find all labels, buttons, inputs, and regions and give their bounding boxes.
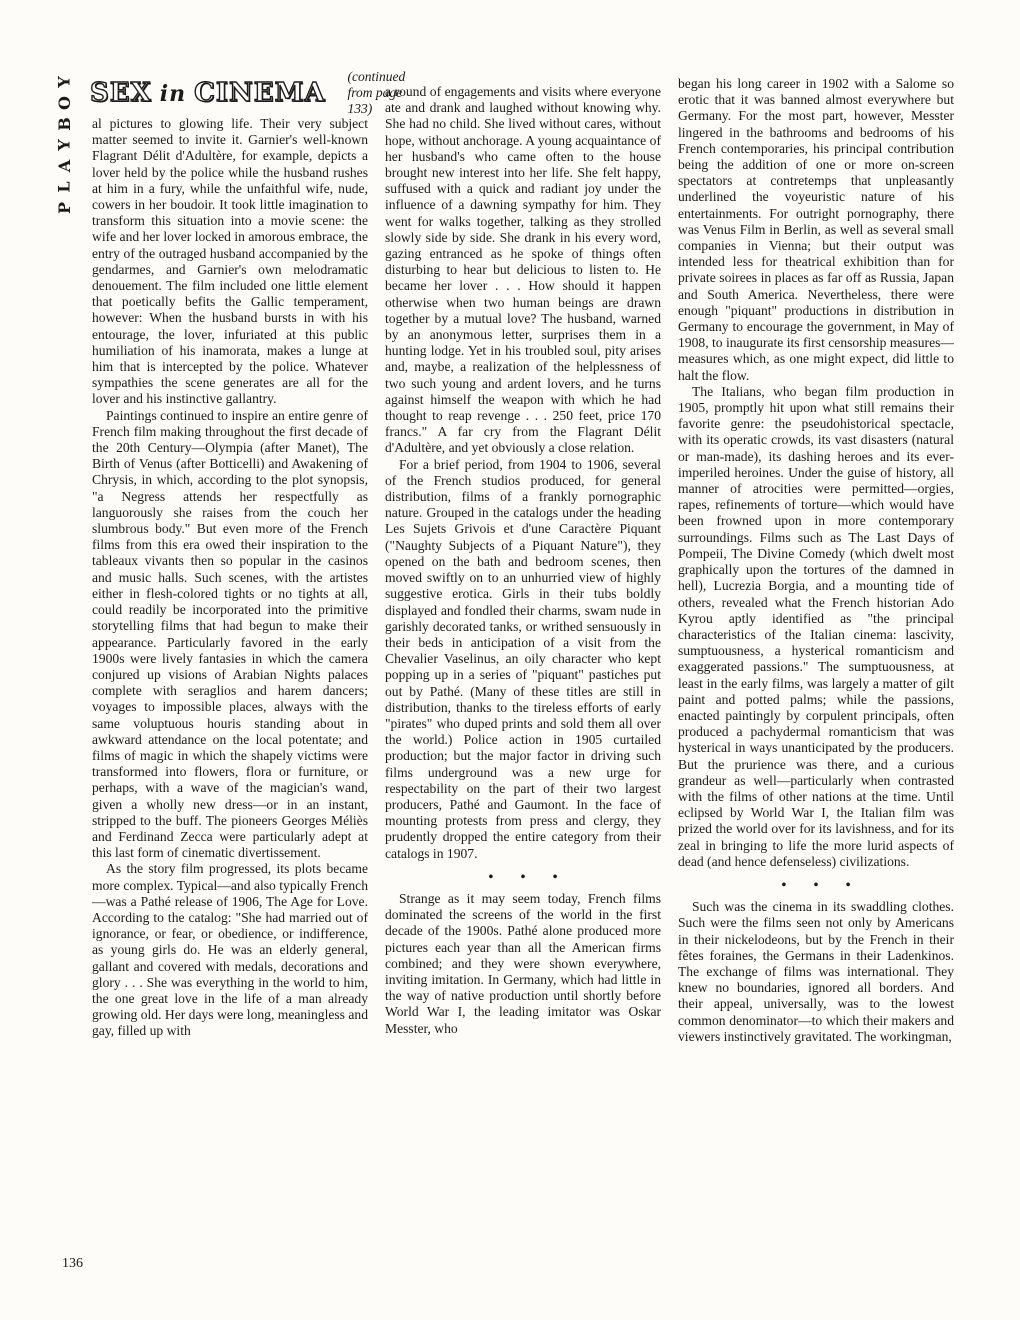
title-in: in — [159, 81, 187, 107]
paragraph: al pictures to glowing life. Their very subject matter seemed to invite it. Garnier's well-known Flagrant Délit d'Adultère, for example, depicts a lover held by the police while the husband rushes at him in a fury, while the unfaithful wife, nude, cowers in her boudoir. It took little imagination to transform this situation into a movie scene: the wife and her lover locked in amorous embrace, the entry of the outraged husband accompanied by the gendarmes, and Garnier's own melodramatic denouement. The film included one little element that poetically befits the Gallic temperament, however: When the husband bursts in with his entourage, the lover, infuriated at this public humiliation of his inamorata, makes a lunge at him that is intercepted by the police. Whatever sympathies the scene generates are all for the lover and his instinctive gallantry. — [92, 116, 368, 407]
sidebar-letter: L — [55, 181, 74, 193]
article-title-logo — [90, 78, 326, 108]
sidebar-letter: Y — [54, 76, 74, 88]
title-part1: SEX — [90, 78, 152, 108]
sidebar-letter: Y — [54, 139, 74, 151]
continued-note: (continued from page 133) — [347, 69, 406, 116]
paragraph: The Italians, who began film production in 1905, promptly hit upon what still remains their favorite genre: the pseudohistorical spectacle, with its operatic crowds, its vast disasters (natural or man-made), its dashing heroes and its ever-imperiled heroines. Under the guise of history, all manner of atrocities were permitted—orgies, rapes, refinements of torture—which would have been frowned upon in more contemporary surroundings. Films such as The Last Days of Pompeii, The Divine Comedy (which dwelt most graphically upon the tortures of the damned in hell), Lucrezia Borgia, and a mounting tide of others, revealed what the French historian Ado Kyrou aptly identified as "the principal characteristics of the Italian cinema: lascivity, sumptuousness, a hysterical romanticism and exaggerated passions." The sumptuousness, at least in the early films, was largely a matter of gilt paint and potted palms; while the passions, enacted paintingly by corpulent principals, often produced a pachydermal romanticism that was hysterical in ways unanticipated by the producers. But the prurience was there, and a curious grandeur as well—particularly when contrasted with the films of other nations at the time. Until eclipsed by World War I, the Italian film was prized the world over for its lavishness, and for its zeal in bringing to life the more lurid aspects of dead (and hence defenseless) civilizations. — [678, 383, 954, 869]
paragraph: began his long career in 1902 with a Salome so erotic that it was banned almost everywhere but Germany. For the most part, however, Messter lingered in the bathrooms and bedrooms of his French contemporaries, his principal contribution being the addition of one or more on-screen spectators at contretemps that unpleasantly underlined the voyeuristic nature of his entertainments. For outright pornography, there was Venus Film in Berlin, as well as several small companies in Vienna; but their output was intended less for theatrical exhibition than for private soirees in places as far off as Russia, Japan and South America. Nevertheless, there were enough "piquant" productions in distribution in Germany to encourage the government, in May of 1908, to inaugurate its first censorship measures—measures which, as one might expect, did little to halt the flow. — [678, 76, 954, 383]
text-column-2 — [385, 84, 661, 1276]
text-column-3 — [678, 76, 954, 1276]
section-separator: • • • — [781, 876, 863, 892]
title-part2: CINEMA — [194, 78, 326, 108]
paragraph: As the story film progressed, its plots became more complex. Typical—and also typically French—was a Pathé release of 1906, The Age for Love. According to the catalog: "She had married out of ignorance, or fear, or obedience, or indifference, as young girls do. He was an elderly general, gallant and covered with medals, decorations and glory . . . She was everything in the world to him, the one great love in the life of a man already growing old. Her days were long, meaningless and gay, filled up with — [92, 861, 368, 1039]
paragraph: Paintings continued to inspire an entire genre of French film making throughout the first decade of the 20th Century—Olympia (after Manet), The Birth of Venus (after Botticelli) and Awakening of Chrysis, in which, according to the plot synopsis, "a Negress attends her respectfully as languorously she raises from the couch her slumbrous body." But even more of the French films from this era owed their inspiration to the tableaux vivants then so popular in the casinos and music halls. Such scenes, with the artistes either in flesh-colored tights or no tights at all, could readily be incorporated into the primitive storytelling films that had begun to make their appearance. Particularly favored in the early 1900s were lively fantasies in which the camera conjured up visions of Arabian Nights palaces complete with seraglios and harem dancers; voyages to impossible places, always with the same voluptuous houris standing about in awkward attendance on the local potentate; and films of magic in which the shapely victims were transformed into flowers, flora or furniture, or perhaps, with a wave of the magician's wand, given a wholly new dress—or in an instant, stripped to the buff. The pioneers Georges Méliès and Ferdinand Zecca were particularly adept at this last form of cinematic divertissement. — [92, 407, 368, 861]
paragraph: Such was the cinema in its swaddling clothes. Such were the films seen not only by Americans in their nickelodeons, but by the French in their fêtes foraines, the Germans in their Ladenkinos. The exchange of films was international. They knew no boundaries, ignored all borders. And their appeal, universally, was to the lowest common denominator—to which their makers and viewers instinctively gravitated. The workingman, — [678, 899, 954, 1044]
sidebar-letter: O — [55, 96, 74, 110]
paragraph: For a brief period, from 1904 to 1906, several of the French studios produced, for general distribution, films of a frankly pornographic nature. Grouped in the catalogs under the heading Les Sujets Grivois et d'une Caractère Piquant ("Naughty Subjects of a Piquant Nature"), they opened on the bath and bedroom scenes, then moved swiftly on to an unhurried view of highly suggestive erotica. Girls in their tubs boldly displayed and fondled their charms, swam nude in garishly decorated tanks, or writhed sensuously in their beds in anticipation of a visit from the Chevalier Vaselinus, an oily character who kept popping up in a series of "piquant" pastiches put out by Pathé. (Many of these titles are still in distribution, thanks to the tireless efforts of early "pirates" who duped prints and sold them all over the world.) Police action in 1905 curtailed production; but the major factor in driving such films underground was a new urge for respectability on the part of their two largest producers, Pathé and Gaumont. In the face of mounting protests from press and clergy, they prudently dropped the entire category from their catalogs in 1907. — [385, 456, 661, 861]
sidebar-letter: P — [55, 201, 74, 215]
magazine-sidebar-label — [50, 72, 80, 292]
sidebar-letter: B — [55, 117, 74, 131]
text-column-1 — [92, 116, 368, 1276]
sidebar-letter: A — [54, 159, 74, 173]
page-number: 136 — [62, 1256, 83, 1271]
paragraph: a round of engagements and visits where everyone ate and drank and laughed without knowing why. She had no child. She lived without cares, without hope, without anchorage. A young acquaintance of her husband's who came often to the house brought new interest into her life. She felt happy, suffused with a quick and radiant joy under the influence of a dawning sympathy for him. They went for walks together, talking as they strolled slowly side by side. She drank in his every word, gazing entranced as he spoke of things often disturbing to hear but delicious to listen to. He became her lover . . . How should it happen otherwise when two human beings are drawn together by a mutual love? The husband, warned by an anonymous letter, surprises them in a hunting lodge. Yet in his troubled soul, pity arises and, maybe, a realization of the helplessness of two such young and ardent lovers, and he turns against himself the weapon with which he had thought to reap revenge . . . 250 feet, price 170 francs." A far cry from the Flagrant Délit d'Adultère, and yet obviously a close relation. — [385, 84, 661, 456]
article-header — [90, 69, 406, 116]
paragraph: Strange as it may seem today, French films dominated the screens of the world in the first decade of the 1900s. Pathé alone produced more pictures each year than all the American firms combined; and they were shown everywhere, inviting imitation. In Germany, which had little in the way of native production until shortly before World War I, the leading imitator was Oskar Messter, who — [385, 890, 661, 1036]
section-separator: • • • — [488, 868, 570, 884]
sidebar-letters — [50, 72, 80, 219]
